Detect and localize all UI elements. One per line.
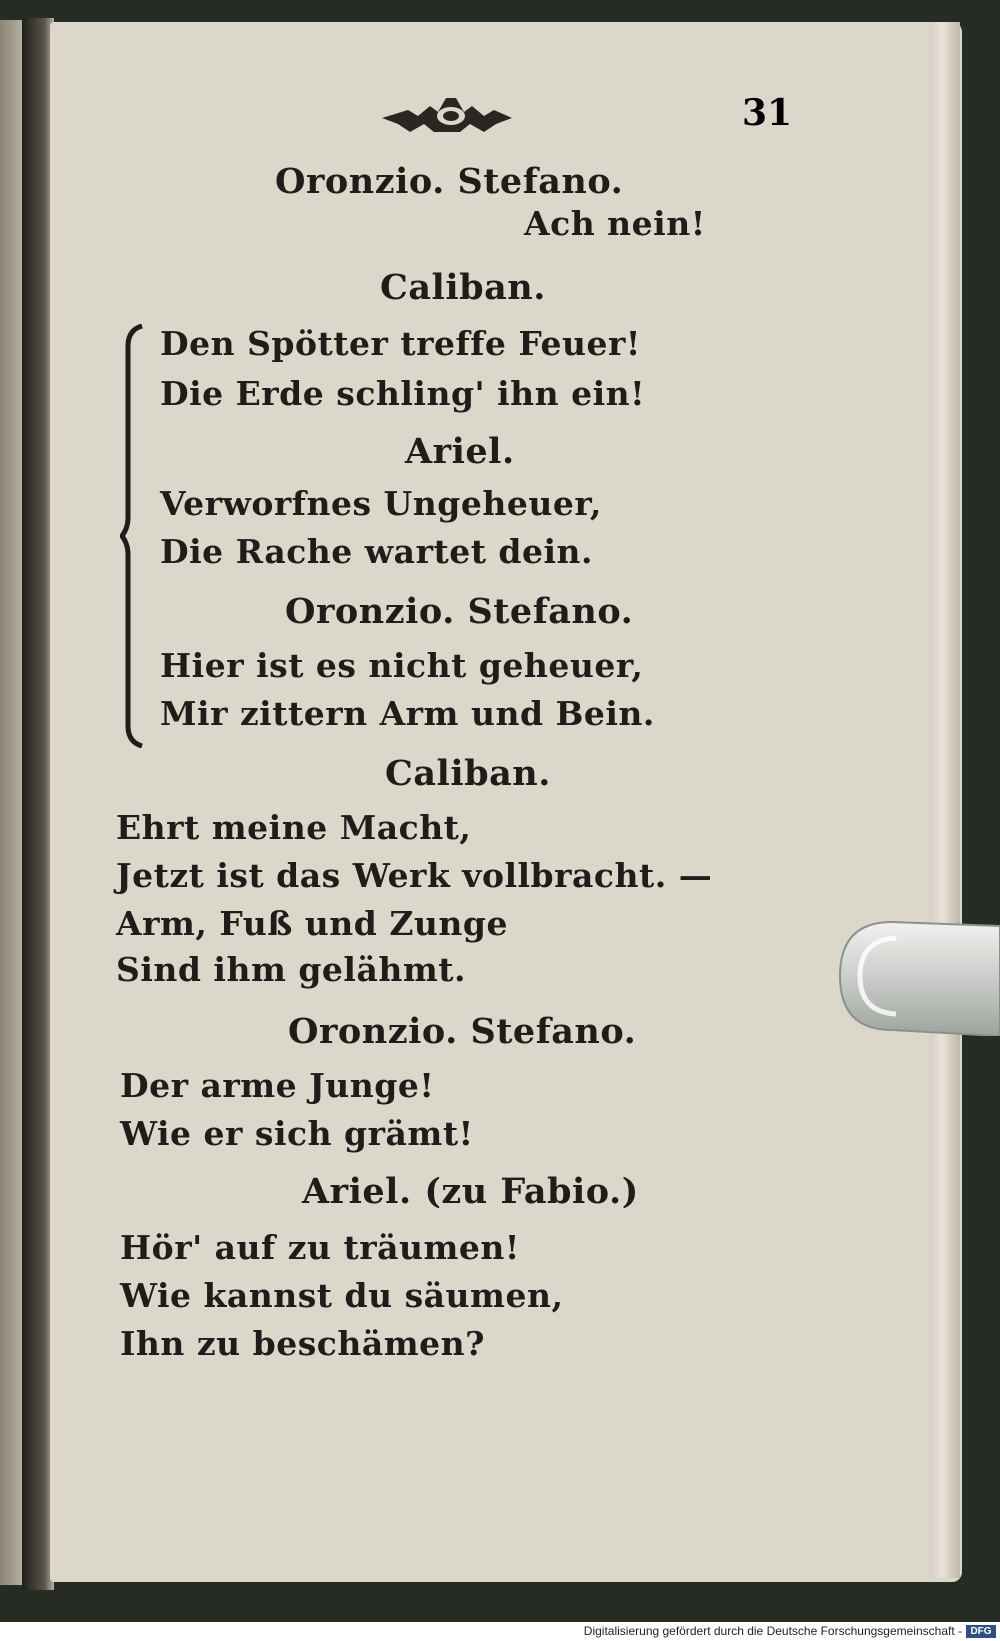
verse-line: Jetzt ist das Werk vollbracht. —: [116, 856, 713, 895]
verse-line: Sind ihm gelähmt.: [116, 950, 466, 989]
verse-line: Verworfnes Ungeheuer,: [160, 484, 602, 523]
verse-line: Den Spötter treffe Feuer!: [160, 324, 641, 363]
speaker-heading: Caliban.: [385, 753, 551, 794]
speaker-heading: Oronzio. Stefano.: [285, 591, 634, 632]
verse-line: Die Erde schling' ihn ein!: [160, 374, 646, 413]
verse-line: Mir zittern Arm und Bein.: [160, 694, 655, 733]
verse-line: Der arme Junge!: [120, 1066, 435, 1105]
page-clip: [836, 918, 1000, 1036]
speaker-heading: Caliban.: [380, 267, 546, 308]
verse-line: Ihn zu beschämen?: [120, 1324, 485, 1363]
verse-line: Hier ist es nicht geheuer,: [160, 646, 644, 685]
dfg-logo-icon: DFG: [966, 1625, 996, 1638]
digitization-footer: [0, 1622, 1000, 1641]
footer-credit: Digitalisierung gefördert durch die Deutsche Forschungsgemeinschaft -: [583, 1624, 962, 1638]
speaker-heading: Oronzio. Stefano.: [288, 1011, 637, 1052]
verse-line: Die Rache wartet dein.: [160, 532, 594, 571]
verse-line: Ach nein!: [524, 204, 706, 243]
speaker-heading: Oronzio. Stefano.: [275, 161, 624, 202]
verse-line: Wie kannst du säumen,: [120, 1276, 564, 1315]
speaker-heading: Ariel. (zu Fabio.): [302, 1171, 639, 1212]
verse-line: Wie er sich grämt!: [120, 1114, 474, 1153]
verse-line: Ehrt meine Macht,: [116, 808, 472, 847]
verse-line: Arm, Fuß und Zunge: [116, 904, 508, 943]
verse-line: Hör' auf zu träumen!: [120, 1228, 520, 1267]
page-number: 31: [742, 92, 793, 134]
speaker-heading: Ariel.: [405, 431, 515, 472]
